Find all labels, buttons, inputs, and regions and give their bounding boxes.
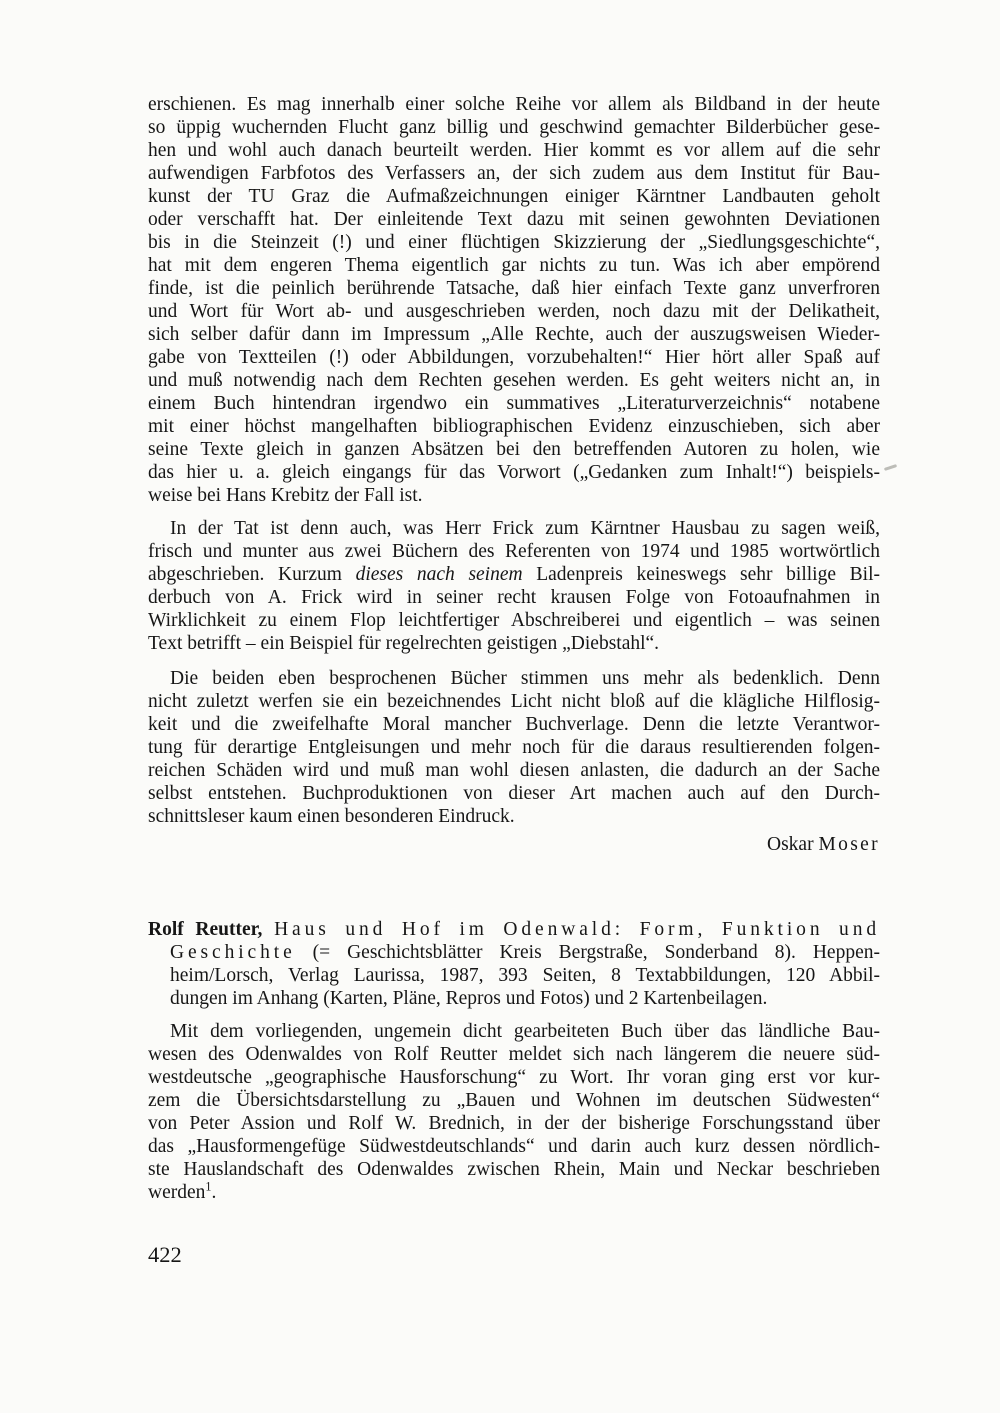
text-line: das hier u. a. gleich eingangs für das Vorwort („Gedanken zum Inhalt!“) beispiels- bbox=[148, 462, 880, 483]
text-line: Geschichte (= Geschichtsblätter Kreis Bergstraße, Sonderband 8). Heppen- bbox=[170, 942, 880, 963]
text-line: hat mit dem engeren Thema eigentlich gar nichts zu tun. Was ich aber empörend bbox=[148, 255, 880, 276]
text-line: tung für derartige Entgleisungen und mehr noch für die daraus resultierenden folgen- bbox=[148, 737, 880, 758]
text-line: nicht zuletzt werfen sie ein bezeichnendes Licht nicht bloß auf die klägliche Hilflosig- bbox=[148, 691, 880, 712]
review-paragraph-continuation bbox=[148, 93, 880, 507]
text-line: keit und die zweifelhafte Moral mancher Buchverlage. Denn die letzte Verantwor- bbox=[148, 714, 880, 735]
text-line: so üppig wuchernden Flucht ganz billig und geschwind gemachter Bilderbücher gese- bbox=[148, 117, 880, 138]
text-line: abgeschrieben. Kurzum dieses nach seinem Ladenpreis keineswegs sehr billige Bil- bbox=[148, 564, 880, 585]
text-line: heim/Lorsch, Verlag Laurissa, 1987, 393 Seiten, 8 Textabbildungen, 120 Abbil- bbox=[170, 965, 880, 986]
text-line: finde, ist die peinlich berührende Tatsache, daß hier einfach Texte ganz unverfroren bbox=[148, 278, 880, 299]
text-line: selbst entstehen. Buchproduktionen von dieser Art machen auch auf den Durch- bbox=[148, 783, 880, 804]
text-line: kunst der TU Graz die Aufmaßzeichnungen einiger Kärntner Landbauten geholt bbox=[148, 186, 880, 207]
text-line: schnittsleser kaum einen besonderen Eindruck. bbox=[148, 806, 515, 827]
text-line: frisch und munter aus zwei Büchern des Referenten von 1974 und 1985 wortwörtlich bbox=[148, 541, 880, 562]
text-line: aufwendigen Farbfotos des Verfassers an, der sich zudem aus dem Institut für Bau- bbox=[148, 163, 880, 184]
text-line: derbuch von A. Frick wird in seiner recht krausen Folge von Fotoaufnahmen in bbox=[148, 587, 880, 608]
text-line: Mit dem vorliegenden, ungemein dicht gearbeiteten Buch über das ländliche Bau- bbox=[170, 1021, 880, 1042]
text-line: weise bei Hans Krebitz der Fall ist. bbox=[148, 485, 423, 506]
review-paragraph-4 bbox=[148, 1020, 880, 1204]
text-line: bis in die Steinzeit (!) und einer flüchtigen Skizzierung der „Siedlungsgeschichte“, bbox=[148, 232, 880, 253]
page-number: 422 bbox=[148, 1242, 182, 1267]
text-line: dungen im Anhang (Karten, Pläne, Repros und Fotos) und 2 Kartenbeilagen. bbox=[170, 988, 768, 1009]
text-line: Die beiden eben besprochenen Bücher stimmen uns mehr als bedenklich. Denn bbox=[170, 668, 880, 689]
text-line: von Peter Assion und Rolf W. Brednich, in der der bisherige Forschungsstand über bbox=[148, 1113, 880, 1134]
text-line: Text betrifft – ein Beispiel für regelrechten geistigen „Diebstahl“. bbox=[148, 633, 660, 654]
text-line: und muß notwendig nach dem Rechten gesehen werden. Es geht weiters nicht an, in bbox=[148, 370, 880, 391]
text-line: westdeutsche „geographische Hausforschung“ zu Wort. Ihr voran ging erst vor kur- bbox=[148, 1067, 880, 1088]
book-citation-heading bbox=[148, 918, 880, 1010]
text-line: zem die Übersichtsdarstellung zu „Bauen und Wohnen im deutschen Südwesten“ bbox=[148, 1090, 880, 1111]
review-paragraph-2 bbox=[148, 517, 880, 655]
text-line: wesen des Odenwaldes von Rolf Reutter meldet sich nach längerem die neuere süd- bbox=[148, 1044, 880, 1065]
text-line: werden$^1$. bbox=[148, 1179, 217, 1203]
text-line: ste Hauslandschaft des Odenwaldes zwischen Rhein, Main und Neckar beschrieben bbox=[148, 1159, 880, 1180]
text-line: das „Hausformengefüge Südwestdeutschlands“ und darin auch kurz dessen nördlich- bbox=[148, 1136, 880, 1157]
text-line: oder verschafft hat. Der einleitende Text dazu mit seinen gewohnten Deviationen bbox=[148, 209, 880, 230]
text-line: mit einer höchst mangelhaften bibliographischen Evidenz einzuschieben, sich aber bbox=[148, 416, 880, 437]
text-line: hen und wohl auch danach beurteilt werden. Hier kommt es vor allem auf die sehr bbox=[148, 140, 880, 161]
text-line: In der Tat ist denn auch, was Herr Frick zum Kärntner Hausbau zu sagen weiß, bbox=[170, 518, 880, 539]
text-line: Wirklichkeit zu einem Flop leichtfertiger Abschreiberei und eigentlich – was seinen bbox=[148, 610, 880, 631]
text-line: reichen Schäden wird und muß man wohl diesen anlasten, die dadurch an der Sache bbox=[148, 760, 880, 781]
text-line: und Wort für Wort ab- und ausgeschrieben werden, noch dazu mit der Delikatheit, bbox=[148, 301, 880, 322]
text-line: erschienen. Es mag innerhalb einer solche Reihe vor allem als Bildband in der heute bbox=[148, 94, 880, 115]
reviewer-signature: Oskar Moser bbox=[767, 834, 880, 855]
text-line: Rolf Reutter, Haus und Hof im Odenwald: Form, Funktion und bbox=[148, 919, 881, 940]
scan-artifact-mark bbox=[884, 464, 897, 471]
text-line: seine Texte gleich in ganzen Absätzen bei den betreffenden Autoren zu holen, wie bbox=[148, 439, 880, 460]
text-block bbox=[148, 93, 880, 1268]
text-line: einem Buch hintendran irgendwo ein summatives „Literaturverzeichnis“ notabene bbox=[148, 393, 880, 414]
text-line: sich selber dafür dann im Impressum „Alle Rechte, auch der auszugsweisen Wieder- bbox=[148, 324, 880, 345]
review-paragraph-3 bbox=[148, 667, 880, 828]
text-line: gabe von Textteilen (!) oder Abbildungen, vorzubehalten!“ Hier hört aller Spaß auf bbox=[148, 347, 880, 368]
